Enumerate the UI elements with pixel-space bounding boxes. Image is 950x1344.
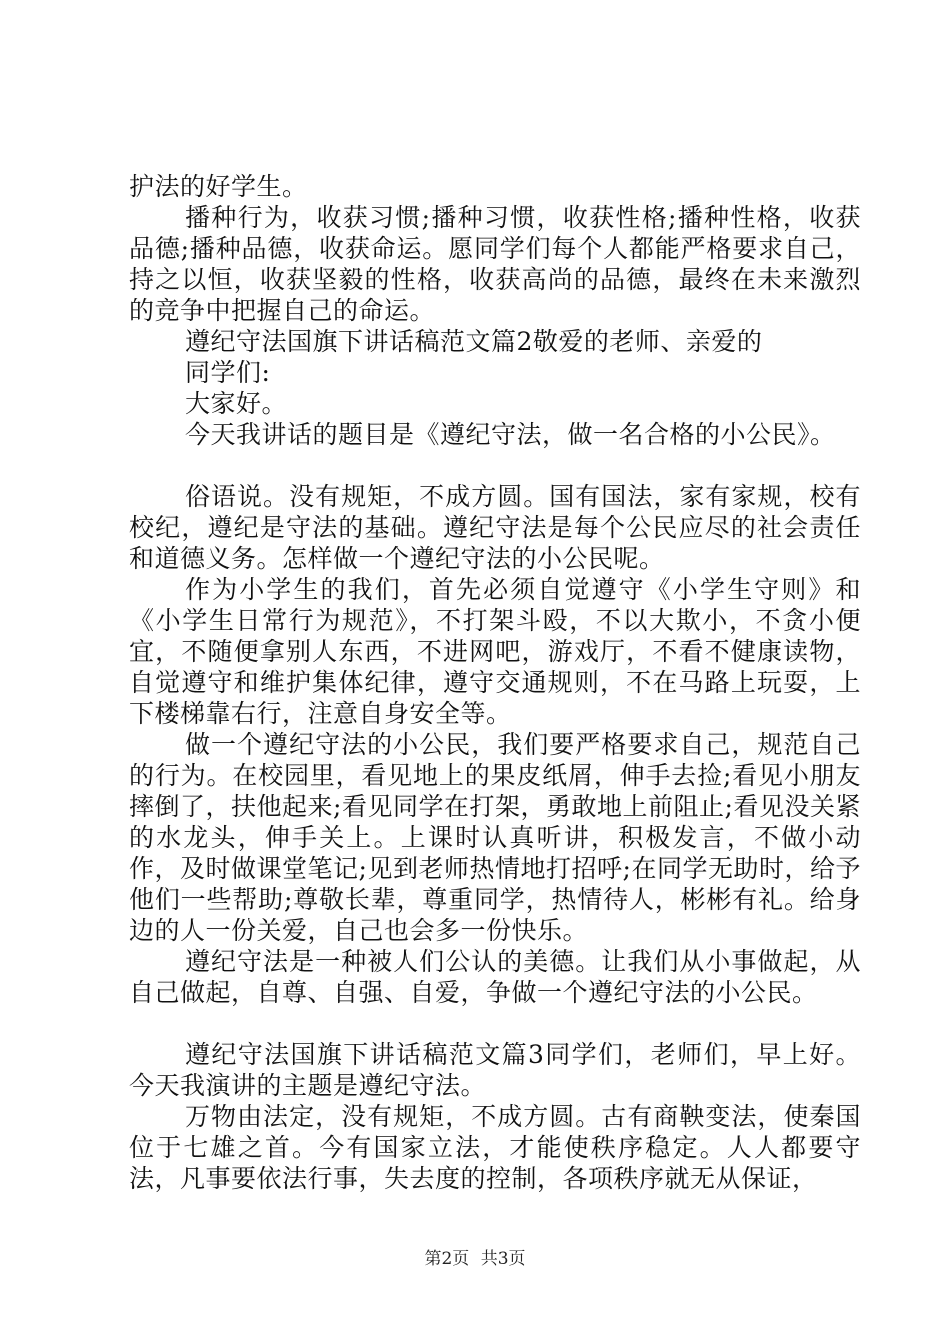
paragraph: 大家好。	[185, 389, 288, 418]
paragraph: 同学们:	[185, 358, 271, 387]
document-body	[129, 171, 861, 1194]
page-footer: 第2页 共3页	[424, 1249, 526, 1269]
paragraph: 万物由法定，没有规矩，不成方圆。古有商鞅变法，使秦国位于七雄之首。今有国家立法，才能使秩序稳定。人人都要守法，凡事要依法行事，失去度的控制，各项秩序就无从保证，	[129, 1102, 861, 1193]
paragraph: 遵纪守法是一种被人们公认的美德。让我们从小事做起，从自己做起，自尊、自强、自爱，争做一个遵纪守法的小公民。	[129, 947, 861, 1007]
paragraph: 遵纪守法国旗下讲话稿范文篇3同学们，老师们，早上好。今天我演讲的主题是遵纪守法。	[129, 1040, 861, 1100]
paragraph-gap	[129, 450, 861, 481]
paragraph-gap	[129, 1008, 861, 1039]
paragraph: 今天我讲话的题目是《遵纪守法，做一名合格的小公民》。	[185, 420, 836, 449]
paragraph: 作为小学生的我们，首先必须自觉遵守《小学生守则》和《小学生日常行为规范》，不打架斗殴，不以大欺小，不贪小便宜，不随便拿别人东西，不进网吧，游戏厅，不看不健康读物，自觉遵守和维护集体纪律，遵守交通规则，不在马路上玩耍，上下楼梯靠右行，注意自身安全等。	[129, 575, 861, 728]
paragraph: 做一个遵纪守法的小公民，我们要严格要求自己，规范自己的行为。在校园里，看见地上的果皮纸屑，伸手去捡;看见小朋友摔倒了，扶他起来;看见同学在打架，勇敢地上前阻止;看见没关紧的水龙头，伸手关上。上课时认真听讲，积极发言，不做小动作，及时做课堂笔记;见到老师热情地打招呼;在同学无助时，给予他们一些帮助;尊敬长辈，尊重同学，热情待人，彬彬有礼。给身边的人一份关爱，自己也会多一份快乐。	[129, 730, 861, 945]
paragraph: 护法的好学生。	[129, 172, 308, 201]
paragraph: 俗语说。没有规矩，不成方圆。国有国法，家有家规，校有校纪，遵纪是守法的基础。遵纪守法是每个公民应尽的社会责任和道德义务。怎样做一个遵纪守法的小公民呢。	[129, 482, 861, 573]
paragraph: 播种行为，收获习惯;播种习惯，收获性格;播种性格，收获品德;播种品德，收获命运。愿同学们每个人都能严格要求自己，持之以恒，收获坚毅的性格，收获高尚的品德，最终在未来激烈的竞争中把握自己的命运。	[129, 203, 861, 325]
paragraph: 遵纪守法国旗下讲话稿范文篇2敬爱的老师、亲爱的	[185, 327, 763, 356]
